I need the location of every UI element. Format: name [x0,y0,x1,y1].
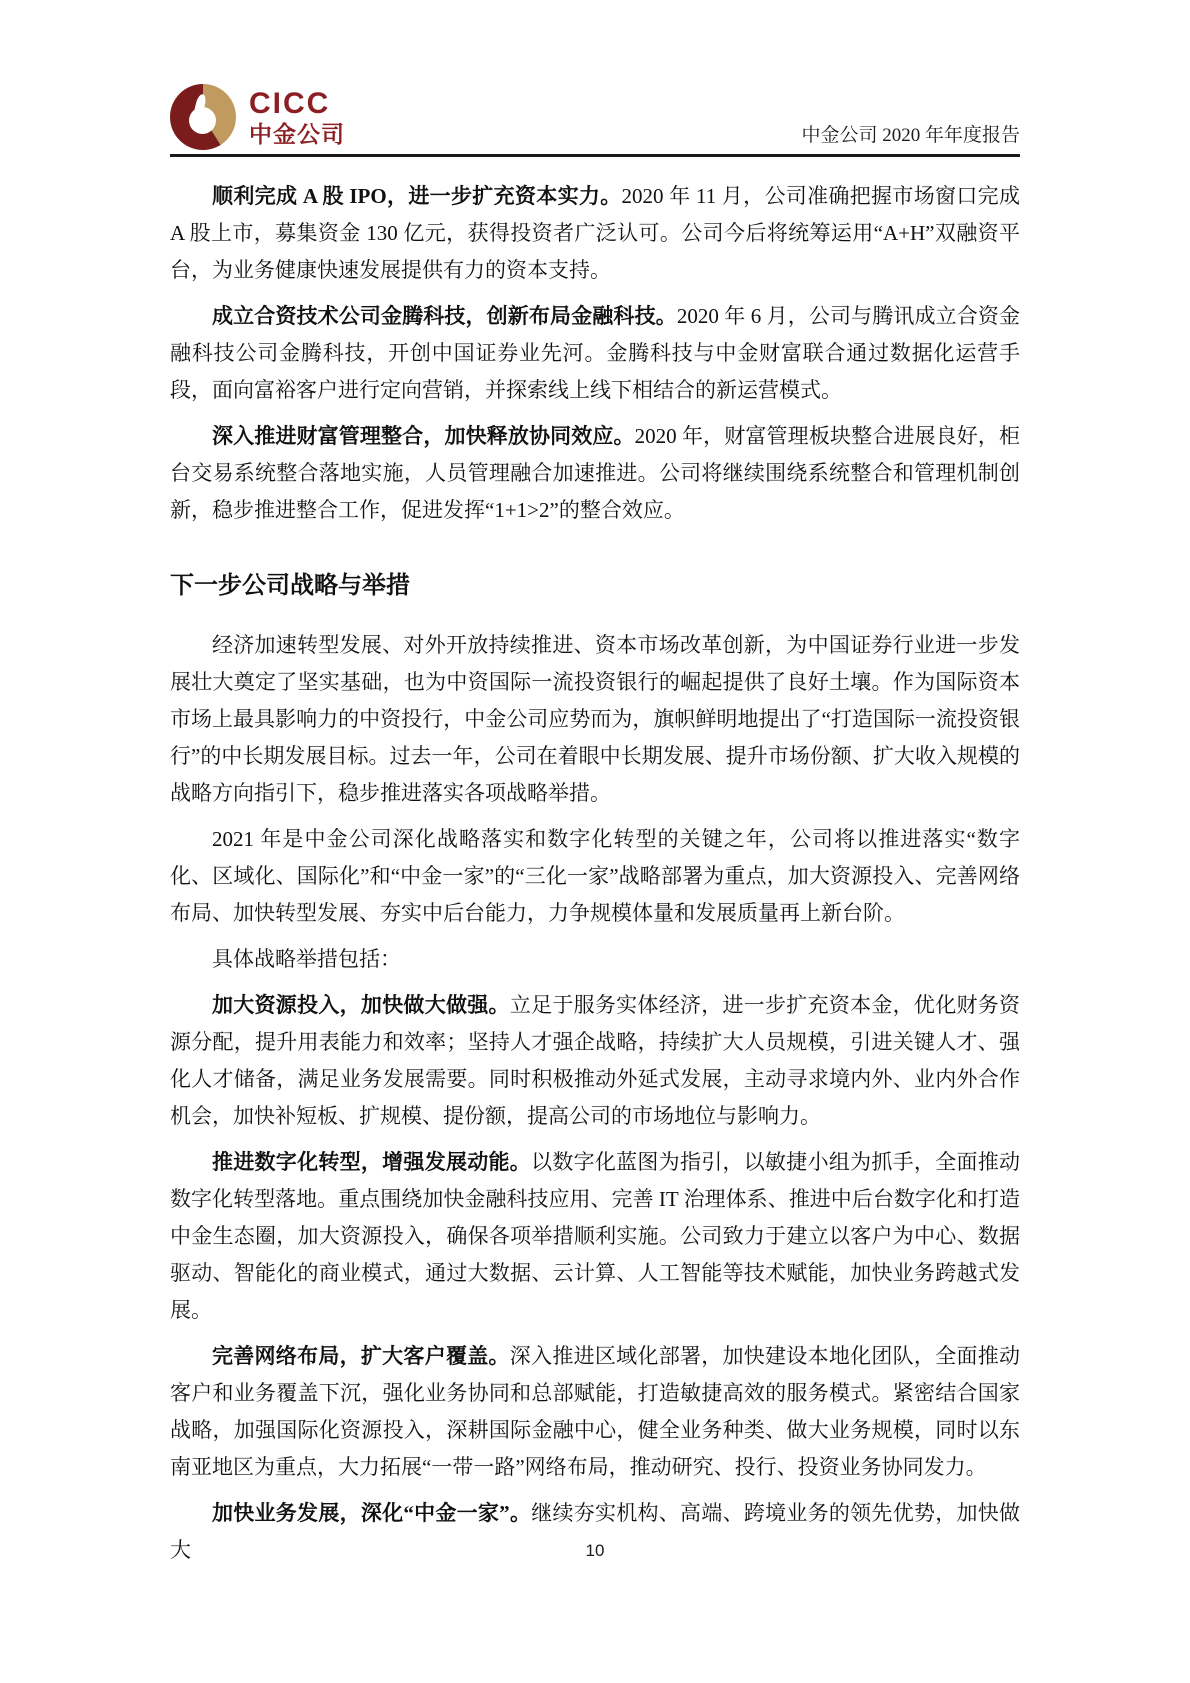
paragraph-invest [170,987,1020,1135]
paragraph-ipo-text: 2020 年 11 月，公司准确把握市场窗口完成 A 股上市，募集资金 130 亿元，获得投资者广泛认可。公司今后将统筹运用“A+H”双融资平台，为业务健康快速发展提供有力的资本支持。 [170,184,1020,282]
paragraph-measures-intro [170,941,1020,978]
paragraph-2021 [170,821,1020,932]
paragraph-2021-text: 2021 年是中金公司深化战略落实和数字化转型的关键之年，公司将以推进落实“数字化、区域化、国际化”和“中金一家”的“三化一家”战略部署为重点，加大资源投入、完善网络布局、加快转型发展、夯实中后台能力，力争规模体量和发展质量再上新台阶。 [170,827,1020,925]
paragraph-macro [170,627,1020,812]
paragraph-invest-lead: 加大资源投入，加快做大做强。 [212,993,510,1017]
logo-latin-text: CICC [249,86,331,120]
header-divider [170,154,1020,157]
page-body [170,178,1020,1569]
paragraph-jinteng-lead: 成立合资技术公司金腾科技，创新布局金融科技。 [212,304,677,328]
logo-wordmark [249,86,345,147]
report-title: 中金公司 2020 年年度报告 [801,125,1020,146]
paragraph-jinteng [170,298,1020,409]
paragraph-digital [170,1144,1020,1329]
page-number: 10 [585,1541,605,1560]
paragraph-digital-text: 以数字化蓝图为指引，以敏捷小组为抓手，全面推动数字化转型落地。重点围绕加快金融科技应用、完善 IT 治理体系、推进中后台数字化和打造中金生态圈，加大资源投入，确保各项举措顺利实施。公司致力于建立以客户为中心、数据驱动、智能化的商业模式，通过大数据、云计算、人工智能等技术赋能，加快业务跨越式发展。 [170,1150,1021,1322]
paragraph-one-cicc-text: 继续夯实机构、高端、跨境业务的领先优势，加快做大 [170,1501,1021,1562]
paragraph-measures-intro-text: 具体战略举措包括： [212,947,401,971]
logo-hole-shape [189,107,216,134]
paragraph-one-cicc-lead: 加快业务发展，深化“中金一家”。 [212,1501,532,1525]
paragraph-network [170,1338,1020,1486]
paragraph-network-lead: 完善网络布局，扩大客户覆盖。 [212,1344,510,1368]
paragraph-wealth-lead: 深入推进财富管理整合，加快释放协同效应。 [212,424,635,448]
section-heading-strategy: 下一步公司战略与举措 [170,573,410,599]
paragraph-wealth [170,418,1020,529]
paragraph-ipo-lead: 顺利完成 A 股 IPO，进一步扩充资本实力。 [212,184,622,208]
paragraph-macro-text: 经济加速转型发展、对外开放持续推进、资本市场改革创新，为中国证券行业进一步发展壮大奠定了坚实基础，也为中资国际一流投资银行的崛起提供了良好土壤。作为国际资本市场上最具影响力的中资投行，中金公司应势而为，旗帜鲜明地提出了“打造国际一流投资银行”的中长期发展目标。过去一年，公司在着眼中长期发展、提升市场份额、扩大收入规模的战略方向指引下，稳步推进落实各项战略举措。 [170,633,1020,805]
cicc-logo [170,84,345,150]
logo-chinese-text: 中金公司 [249,120,345,147]
paragraph-wealth-text: 2020 年，财富管理板块整合进展良好，柜台交易系统整合落地实施，人员管理融合加速推进。公司将继续围绕系统整合和管理机制创新，稳步推进整合工作，促进发挥“1+1>2”的整合效应。 [170,424,1021,522]
paragraph-ipo [170,178,1020,289]
paragraph-network-text: 深入推进区域化部署，加快建设本地化团队，全面推动客户和业务覆盖下沉，强化业务协同和总部赋能，打造敏捷高效的服务模式。紧密结合国家战略，加强国际化资源投入，深耕国际金融中心，健全业务种类、做大业务规模，同时以东南亚地区为重点，大力拓展“一带一路”网络布局，推动研究、投行、投资业务协同发力。 [170,1344,1021,1479]
paragraph-jinteng-text: 2020 年 6 月，公司与腾讯成立合资金融科技公司金腾科技，开创中国证券业先河。金腾科技与中金财富联合通过数据化运营手段，面向富裕客户进行定向营销，并探索线上线下相结合的新运营模式。 [170,304,1021,402]
page-header [170,80,1020,150]
paragraph-digital-lead: 推进数字化转型，增强发展动能。 [212,1150,532,1174]
paragraph-invest-text: 立足于服务实体经济，进一步扩充资本金，优化财务资源分配，提升用表能力和效率；坚持人才强企战略，持续扩大人员规模，引进关键人才、强化人才储备，满足业务发展需要。同时积极推动外延式发展，主动寻求境内外、业内外合作机会，加快补短板、扩规模、提份额，提高公司的市场地位与影响力。 [170,993,1021,1128]
cicc-logo-icon [170,84,236,150]
page-footer [0,1541,1190,1561]
